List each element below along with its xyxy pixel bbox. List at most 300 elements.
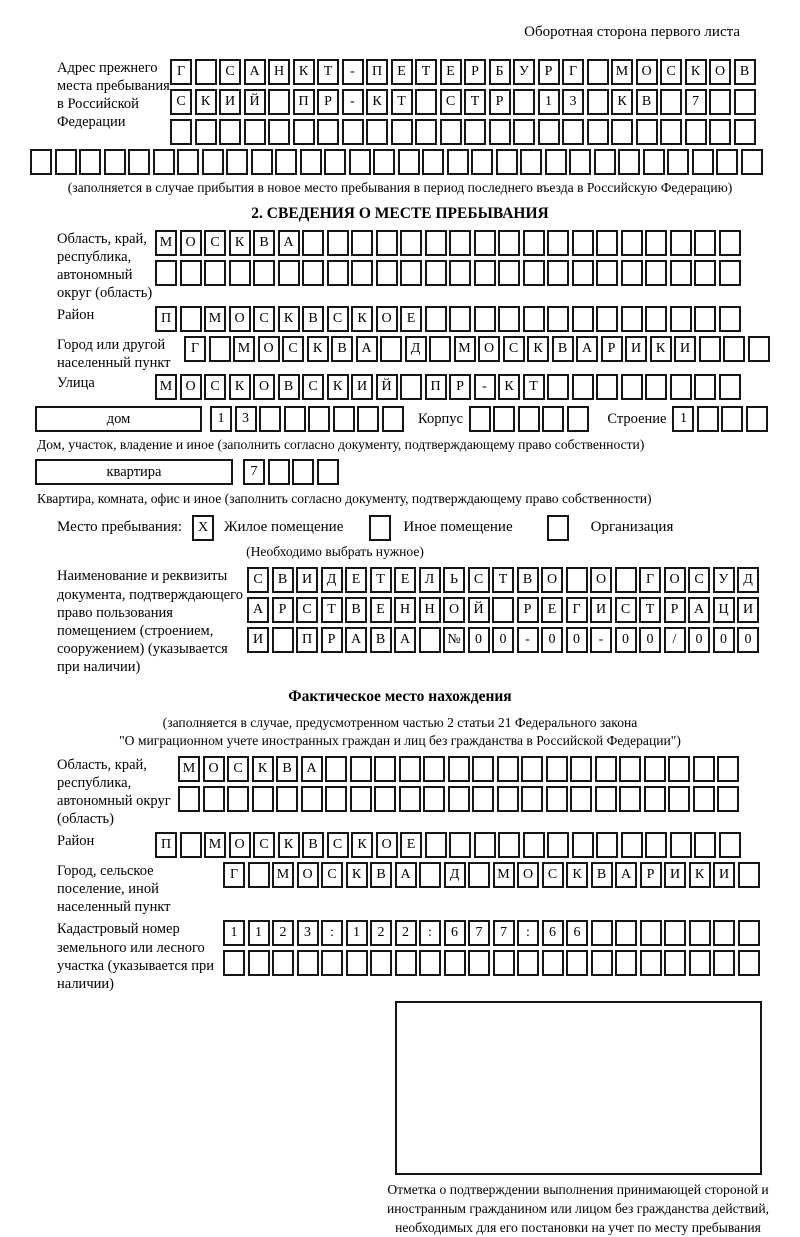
char-cell[interactable]: Р [601, 336, 623, 362]
char-cell[interactable] [699, 336, 721, 362]
char-cell[interactable] [547, 832, 569, 858]
char-cell[interactable]: Р [464, 59, 486, 85]
char-cell[interactable]: 2 [370, 920, 392, 946]
char-cell[interactable] [596, 306, 618, 332]
char-cell[interactable] [419, 627, 441, 653]
char-cell[interactable] [209, 336, 231, 362]
char-cell[interactable] [325, 756, 347, 782]
char-cell[interactable]: К [351, 832, 373, 858]
char-cell[interactable]: Т [321, 597, 343, 623]
char-cell[interactable] [275, 149, 297, 175]
char-cell[interactable] [596, 260, 618, 286]
char-cell[interactable]: 1 [672, 406, 694, 432]
char-cell[interactable] [546, 756, 568, 782]
char-cell[interactable]: В [302, 306, 324, 332]
char-cell[interactable] [351, 230, 373, 256]
char-cell[interactable]: К [327, 374, 349, 400]
char-cell[interactable]: С [615, 597, 637, 623]
char-cell[interactable] [719, 260, 741, 286]
char-cell[interactable]: В [517, 567, 539, 593]
char-cell[interactable] [596, 374, 618, 400]
char-cell[interactable] [366, 119, 388, 145]
char-cell[interactable] [468, 950, 490, 976]
char-cell[interactable] [497, 756, 519, 782]
char-cell[interactable]: Е [400, 306, 422, 332]
char-cell[interactable] [709, 119, 731, 145]
char-cell[interactable] [670, 374, 692, 400]
char-cell[interactable] [645, 832, 667, 858]
char-cell[interactable] [449, 260, 471, 286]
char-cell[interactable]: Р [664, 597, 686, 623]
char-cell[interactable]: 6 [542, 920, 564, 946]
stamp-box[interactable] [395, 1001, 762, 1175]
char-cell[interactable] [619, 786, 641, 812]
char-cell[interactable]: С [227, 756, 249, 782]
char-cell[interactable] [716, 149, 738, 175]
char-cell[interactable] [596, 230, 618, 256]
char-cell[interactable] [293, 119, 315, 145]
char-cell[interactable] [423, 756, 445, 782]
char-cell[interactable] [400, 374, 422, 400]
char-cell[interactable] [447, 149, 469, 175]
char-cell[interactable]: 1 [223, 920, 245, 946]
char-cell[interactable] [645, 260, 667, 286]
char-cell[interactable] [244, 119, 266, 145]
char-cell[interactable] [523, 832, 545, 858]
char-cell[interactable] [689, 920, 711, 946]
char-cell[interactable]: В [331, 336, 353, 362]
char-cell[interactable]: Г [223, 862, 245, 888]
char-cell[interactable]: О [180, 230, 202, 256]
char-cell[interactable]: С [503, 336, 525, 362]
char-cell[interactable] [498, 230, 520, 256]
char-cell[interactable] [472, 756, 494, 782]
char-cell[interactable] [719, 230, 741, 256]
char-cell[interactable] [734, 89, 756, 115]
char-cell[interactable] [587, 59, 609, 85]
other-premises-checkbox[interactable] [369, 515, 391, 541]
char-cell[interactable] [738, 862, 760, 888]
char-cell[interactable] [202, 149, 224, 175]
char-cell[interactable]: Л [419, 567, 441, 593]
char-cell[interactable]: В [370, 862, 392, 888]
char-cell[interactable]: - [342, 89, 364, 115]
char-cell[interactable] [301, 786, 323, 812]
char-cell[interactable] [595, 756, 617, 782]
char-cell[interactable] [664, 920, 686, 946]
char-cell[interactable] [615, 950, 637, 976]
char-cell[interactable] [546, 786, 568, 812]
char-cell[interactable] [693, 786, 715, 812]
char-cell[interactable] [667, 149, 689, 175]
char-cell[interactable] [474, 230, 496, 256]
char-cell[interactable]: Е [541, 597, 563, 623]
char-cell[interactable]: - [590, 627, 612, 653]
char-cell[interactable] [545, 149, 567, 175]
char-cell[interactable] [300, 149, 322, 175]
char-cell[interactable]: К [307, 336, 329, 362]
char-cell[interactable] [376, 230, 398, 256]
residential-checkbox[interactable]: X [192, 515, 214, 541]
char-cell[interactable]: Р [321, 627, 343, 653]
char-cell[interactable] [195, 119, 217, 145]
char-cell[interactable] [419, 950, 441, 976]
char-cell[interactable] [660, 89, 682, 115]
char-cell[interactable] [621, 260, 643, 286]
char-cell[interactable] [523, 230, 545, 256]
char-cell[interactable] [493, 406, 515, 432]
char-cell[interactable] [572, 230, 594, 256]
char-cell[interactable]: С [321, 862, 343, 888]
char-cell[interactable]: Е [370, 597, 392, 623]
char-cell[interactable] [664, 950, 686, 976]
char-cell[interactable] [464, 119, 486, 145]
char-cell[interactable]: Р [272, 597, 294, 623]
char-cell[interactable]: Е [391, 59, 413, 85]
char-cell[interactable] [474, 260, 496, 286]
char-cell[interactable]: 0 [541, 627, 563, 653]
char-cell[interactable]: А [615, 862, 637, 888]
char-cell[interactable] [248, 950, 270, 976]
char-cell[interactable] [572, 306, 594, 332]
char-cell[interactable]: О [376, 832, 398, 858]
char-cell[interactable] [268, 89, 290, 115]
char-cell[interactable] [448, 786, 470, 812]
char-cell[interactable]: С [170, 89, 192, 115]
char-cell[interactable] [738, 950, 760, 976]
char-cell[interactable] [719, 306, 741, 332]
char-cell[interactable]: Т [370, 567, 392, 593]
char-cell[interactable]: К [498, 374, 520, 400]
char-cell[interactable] [621, 230, 643, 256]
char-cell[interactable]: И [219, 89, 241, 115]
char-cell[interactable]: Т [317, 59, 339, 85]
char-cell[interactable] [423, 786, 445, 812]
char-cell[interactable] [321, 950, 343, 976]
char-cell[interactable]: О [180, 374, 202, 400]
char-cell[interactable]: 0 [688, 627, 710, 653]
char-cell[interactable] [591, 950, 613, 976]
char-cell[interactable] [621, 832, 643, 858]
char-cell[interactable] [429, 336, 451, 362]
char-cell[interactable] [572, 374, 594, 400]
char-cell[interactable]: 1 [538, 89, 560, 115]
char-cell[interactable] [547, 230, 569, 256]
char-cell[interactable] [422, 149, 444, 175]
char-cell[interactable] [472, 786, 494, 812]
char-cell[interactable] [440, 119, 462, 145]
char-cell[interactable]: С [247, 567, 269, 593]
char-cell[interactable] [276, 786, 298, 812]
char-cell[interactable]: О [590, 567, 612, 593]
char-cell[interactable]: : [517, 920, 539, 946]
char-cell[interactable] [619, 756, 641, 782]
char-cell[interactable]: Й [468, 597, 490, 623]
char-cell[interactable] [253, 260, 275, 286]
char-cell[interactable]: Е [400, 832, 422, 858]
char-cell[interactable] [713, 950, 735, 976]
char-cell[interactable]: Г [639, 567, 661, 593]
char-cell[interactable]: К [195, 89, 217, 115]
char-cell[interactable]: П [155, 832, 177, 858]
char-cell[interactable]: О [253, 374, 275, 400]
char-cell[interactable] [425, 306, 447, 332]
char-cell[interactable]: А [576, 336, 598, 362]
char-cell[interactable] [492, 597, 514, 623]
char-cell[interactable] [734, 119, 756, 145]
char-cell[interactable] [746, 406, 768, 432]
char-cell[interactable]: М [155, 374, 177, 400]
char-cell[interactable]: - [517, 627, 539, 653]
char-cell[interactable] [694, 832, 716, 858]
char-cell[interactable] [709, 89, 731, 115]
char-cell[interactable] [302, 260, 324, 286]
char-cell[interactable] [717, 756, 739, 782]
char-cell[interactable] [373, 149, 395, 175]
char-cell[interactable] [155, 260, 177, 286]
char-cell[interactable]: 1 [346, 920, 368, 946]
char-cell[interactable]: С [219, 59, 241, 85]
char-cell[interactable] [513, 119, 535, 145]
char-cell[interactable]: 6 [444, 920, 466, 946]
char-cell[interactable]: И [351, 374, 373, 400]
char-cell[interactable]: М [454, 336, 476, 362]
char-cell[interactable] [425, 230, 447, 256]
char-cell[interactable] [399, 786, 421, 812]
char-cell[interactable] [497, 786, 519, 812]
char-cell[interactable] [382, 406, 404, 432]
char-cell[interactable]: А [356, 336, 378, 362]
char-cell[interactable]: Г [566, 597, 588, 623]
char-cell[interactable]: И [674, 336, 696, 362]
char-cell[interactable]: В [552, 336, 574, 362]
char-cell[interactable]: К [293, 59, 315, 85]
char-cell[interactable] [317, 119, 339, 145]
char-cell[interactable] [203, 786, 225, 812]
char-cell[interactable]: 7 [493, 920, 515, 946]
char-cell[interactable] [547, 374, 569, 400]
char-cell[interactable] [268, 119, 290, 145]
char-cell[interactable]: В [734, 59, 756, 85]
char-cell[interactable] [723, 336, 745, 362]
char-cell[interactable] [342, 119, 364, 145]
char-cell[interactable]: А [394, 627, 416, 653]
char-cell[interactable]: О [478, 336, 500, 362]
char-cell[interactable] [748, 336, 770, 362]
char-cell[interactable]: 0 [713, 627, 735, 653]
char-cell[interactable] [400, 260, 422, 286]
char-cell[interactable] [180, 306, 202, 332]
char-cell[interactable]: В [302, 832, 324, 858]
char-cell[interactable] [719, 832, 741, 858]
char-cell[interactable]: В [253, 230, 275, 256]
char-cell[interactable] [694, 230, 716, 256]
char-cell[interactable]: К [278, 832, 300, 858]
organization-checkbox[interactable] [547, 515, 569, 541]
char-cell[interactable] [350, 756, 372, 782]
char-cell[interactable] [670, 260, 692, 286]
char-cell[interactable] [694, 260, 716, 286]
char-cell[interactable] [621, 374, 643, 400]
char-cell[interactable] [153, 149, 175, 175]
char-cell[interactable] [498, 306, 520, 332]
char-cell[interactable] [644, 756, 666, 782]
char-cell[interactable] [195, 59, 217, 85]
char-cell[interactable] [595, 786, 617, 812]
char-cell[interactable]: Е [394, 567, 416, 593]
char-cell[interactable] [498, 260, 520, 286]
char-cell[interactable] [79, 149, 101, 175]
char-cell[interactable]: 7 [243, 459, 265, 485]
char-cell[interactable] [425, 260, 447, 286]
char-cell[interactable]: К [611, 89, 633, 115]
char-cell[interactable]: 0 [737, 627, 759, 653]
char-cell[interactable] [308, 406, 330, 432]
char-cell[interactable] [327, 230, 349, 256]
char-cell[interactable]: А [247, 597, 269, 623]
char-cell[interactable] [640, 920, 662, 946]
char-cell[interactable] [621, 306, 643, 332]
char-cell[interactable] [374, 756, 396, 782]
char-cell[interactable]: № [443, 627, 465, 653]
char-cell[interactable] [517, 950, 539, 976]
char-cell[interactable]: Г [170, 59, 192, 85]
char-cell[interactable]: Е [440, 59, 462, 85]
char-cell[interactable] [178, 786, 200, 812]
char-cell[interactable] [346, 950, 368, 976]
char-cell[interactable] [587, 89, 609, 115]
char-cell[interactable]: С [468, 567, 490, 593]
char-cell[interactable]: П [293, 89, 315, 115]
char-cell[interactable]: 3 [235, 406, 257, 432]
char-cell[interactable]: К [685, 59, 707, 85]
char-cell[interactable] [547, 306, 569, 332]
char-cell[interactable] [272, 627, 294, 653]
char-cell[interactable]: И [664, 862, 686, 888]
char-cell[interactable]: К [346, 862, 368, 888]
char-cell[interactable]: С [327, 832, 349, 858]
char-cell[interactable] [523, 260, 545, 286]
char-cell[interactable] [689, 950, 711, 976]
char-cell[interactable] [317, 459, 339, 485]
char-cell[interactable] [292, 459, 314, 485]
char-cell[interactable] [493, 950, 515, 976]
char-cell[interactable] [419, 862, 441, 888]
char-cell[interactable]: А [688, 597, 710, 623]
char-cell[interactable] [30, 149, 52, 175]
char-cell[interactable] [591, 920, 613, 946]
char-cell[interactable]: Н [394, 597, 416, 623]
char-cell[interactable]: Р [317, 89, 339, 115]
char-cell[interactable] [449, 306, 471, 332]
char-cell[interactable] [572, 260, 594, 286]
char-cell[interactable]: - [342, 59, 364, 85]
char-cell[interactable]: А [301, 756, 323, 782]
char-cell[interactable] [570, 786, 592, 812]
char-cell[interactable] [349, 149, 371, 175]
char-cell[interactable]: Ь [443, 567, 465, 593]
char-cell[interactable] [615, 567, 637, 593]
char-cell[interactable]: К [650, 336, 672, 362]
char-cell[interactable] [128, 149, 150, 175]
char-cell[interactable]: О [636, 59, 658, 85]
char-cell[interactable]: А [278, 230, 300, 256]
char-cell[interactable]: М [204, 306, 226, 332]
char-cell[interactable]: Т [464, 89, 486, 115]
char-cell[interactable] [357, 406, 379, 432]
char-cell[interactable] [694, 306, 716, 332]
char-cell[interactable] [636, 119, 658, 145]
char-cell[interactable] [425, 832, 447, 858]
char-cell[interactable] [297, 950, 319, 976]
char-cell[interactable] [596, 832, 618, 858]
char-cell[interactable] [374, 786, 396, 812]
char-cell[interactable]: Ц [713, 597, 735, 623]
char-cell[interactable]: Г [184, 336, 206, 362]
char-cell[interactable] [587, 119, 609, 145]
char-cell[interactable] [223, 950, 245, 976]
char-cell[interactable]: И [590, 597, 612, 623]
char-cell[interactable]: В [276, 756, 298, 782]
char-cell[interactable]: И [625, 336, 647, 362]
char-cell[interactable] [370, 950, 392, 976]
char-cell[interactable]: : [321, 920, 343, 946]
char-cell[interactable]: С [204, 374, 226, 400]
char-cell[interactable]: Д [405, 336, 427, 362]
char-cell[interactable] [513, 89, 535, 115]
char-cell[interactable] [177, 149, 199, 175]
char-cell[interactable] [567, 406, 589, 432]
char-cell[interactable] [668, 756, 690, 782]
char-cell[interactable] [229, 260, 251, 286]
char-cell[interactable]: Т [391, 89, 413, 115]
char-cell[interactable] [566, 567, 588, 593]
char-cell[interactable] [670, 306, 692, 332]
char-cell[interactable] [376, 260, 398, 286]
char-cell[interactable] [570, 756, 592, 782]
char-cell[interactable]: О [517, 862, 539, 888]
char-cell[interactable]: К [366, 89, 388, 115]
char-cell[interactable] [542, 406, 564, 432]
char-cell[interactable]: М [155, 230, 177, 256]
char-cell[interactable]: 6 [566, 920, 588, 946]
char-cell[interactable] [226, 149, 248, 175]
char-cell[interactable] [569, 149, 591, 175]
char-cell[interactable]: К [689, 862, 711, 888]
char-cell[interactable] [204, 260, 226, 286]
char-cell[interactable]: С [204, 230, 226, 256]
char-cell[interactable] [380, 336, 402, 362]
char-cell[interactable]: Р [449, 374, 471, 400]
char-cell[interactable]: И [247, 627, 269, 653]
char-cell[interactable] [227, 786, 249, 812]
char-cell[interactable]: Т [639, 597, 661, 623]
char-cell[interactable] [611, 119, 633, 145]
char-cell[interactable] [644, 786, 666, 812]
char-cell[interactable] [721, 406, 743, 432]
char-cell[interactable] [670, 230, 692, 256]
char-cell[interactable]: М [178, 756, 200, 782]
char-cell[interactable] [685, 119, 707, 145]
char-cell[interactable] [645, 306, 667, 332]
char-cell[interactable]: К [566, 862, 588, 888]
char-cell[interactable]: С [302, 374, 324, 400]
char-cell[interactable]: К [229, 374, 251, 400]
char-cell[interactable] [542, 950, 564, 976]
char-cell[interactable] [719, 374, 741, 400]
char-cell[interactable]: К [351, 306, 373, 332]
char-cell[interactable] [278, 260, 300, 286]
